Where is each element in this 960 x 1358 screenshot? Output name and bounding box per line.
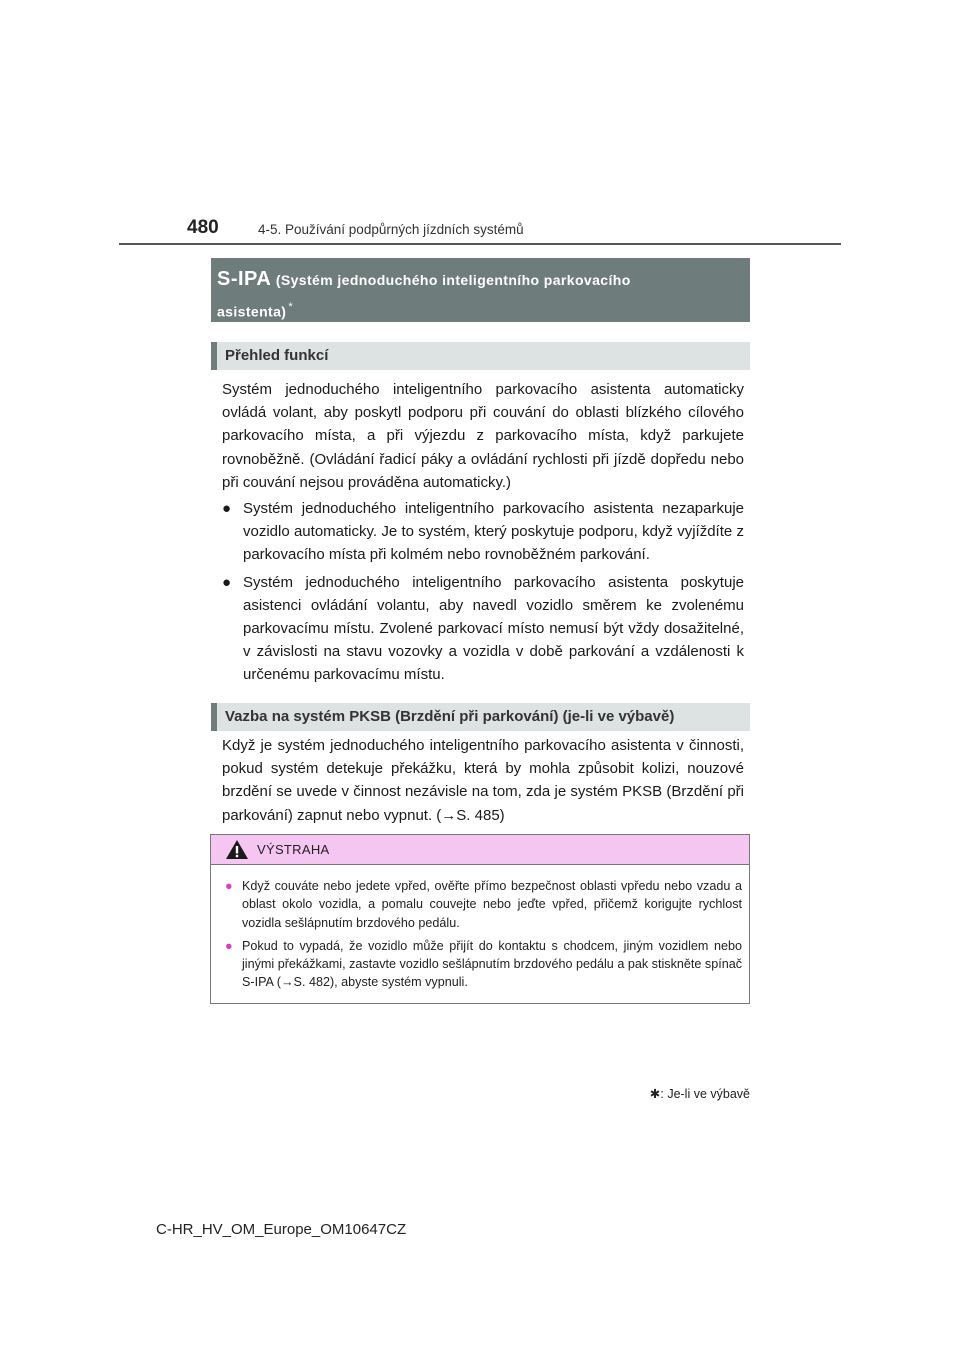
page-subtitle-line1: (Systém jednoduchého inteligentního parkovacího [275,272,631,288]
warning-triangle-icon [225,839,249,860]
bullet-icon: ● [222,500,232,518]
warning-text: Pokud to vypadá, že vozidlo může přijít do kontaktu s chodcem, jiným vozidlem nebo jinými překážkami, zastavte vozidlo sešlápnutím brzdového pedálu a pak stiskněte spínač S-IPA (→S. 482), abyste systém vypnuli. [242,938,742,990]
warning-header [211,835,749,865]
bullet-text: Systém jednoduchého inteligentního parkovacího asistenta poskytuje asistenci ovládání volantu, aby navedl vozidlo směrem ke zvolenému parkovacímu místu. Zvolené parkovací místo nemusí být vždy dosažitelné, v závislosti na stavu vozovky a vozidla v době parkování a vzdálenosti k určenému parkovacímu místu. [243,573,744,684]
section-heading-pksb: Vazba na systém PKSB (Brzdění při parkování) (je-li ve výbavě) [211,703,750,731]
warning-body [211,865,749,992]
document-code: C-HR_HV_OM_Europe_OM10647CZ [156,1221,407,1238]
chapter-title: 4-5. Používání podpůrných jízdních systémů [258,222,524,237]
bullet-icon: ● [225,938,233,953]
warning-box [210,834,750,1004]
bullet-text: Systém jednoduchého inteligentního parkovacího asistenta nezaparkuje vozidlo automaticky. Je to systém, který poskytuje podporu, když vyjíždíte z parkovacího místa při kolmém nebo rovnoběžném parkování. [243,500,744,564]
page-number: 480 [187,217,219,238]
header-divider [119,243,841,245]
pksb-paragraph: Když je systém jednoduchého inteligentního parkovacího asistenta v činnosti, pokud systém detekuje překážku, která by mohla způsobit kolizi, nouzové brzdění se uvede v činnost nezávisle na tom, zda je systém PKSB (Brzdění při parkování) zapnut nebo vypnut. (→S. 485) [222,737,744,824]
section-overview-body [222,378,744,687]
page-title: S-IPA [217,268,272,290]
page-title-bar [211,258,750,322]
list-item [225,877,742,932]
footnote-star-marker: * [288,301,293,313]
bullet-icon: ● [222,573,232,591]
asterisk-icon: ✱ [649,1087,661,1101]
section-heading-overview: Přehled funkcí [211,342,750,370]
overview-paragraph: Systém jednoduchého inteligentního parkovacího asistenta automaticky ovládá volant, aby poskytl podporu při couvání do oblasti blízkého cílového parkovacího místa, a při výjezdu z parkovacího místa, když parkujete rovnoběžně. (Ovládání řadicí páky a ovládání rychlosti při jízdě dopředu nebo při couvání nejsou prováděna automaticky.) [222,381,744,491]
warning-text: Když couváte nebo jedete vpřed, ověřte přímo bezpečnost oblasti vpředu nebo vzadu a oblast okolo vozidla, a pomalu couvejte nebo jeďte vpřed, přičemž korigujte rychlost vozidla sešlápnutím brzdového pedálu. [242,879,742,930]
bullet-icon: ● [225,879,233,893]
footnote-text: : Je-li ve výbavě [660,1087,750,1101]
list-item [222,571,744,687]
warning-label: VÝSTRAHA [257,842,330,857]
footnote [650,1086,750,1101]
list-item [225,937,742,992]
list-item [222,497,744,567]
page-subtitle-line2: asistenta) [217,303,287,320]
